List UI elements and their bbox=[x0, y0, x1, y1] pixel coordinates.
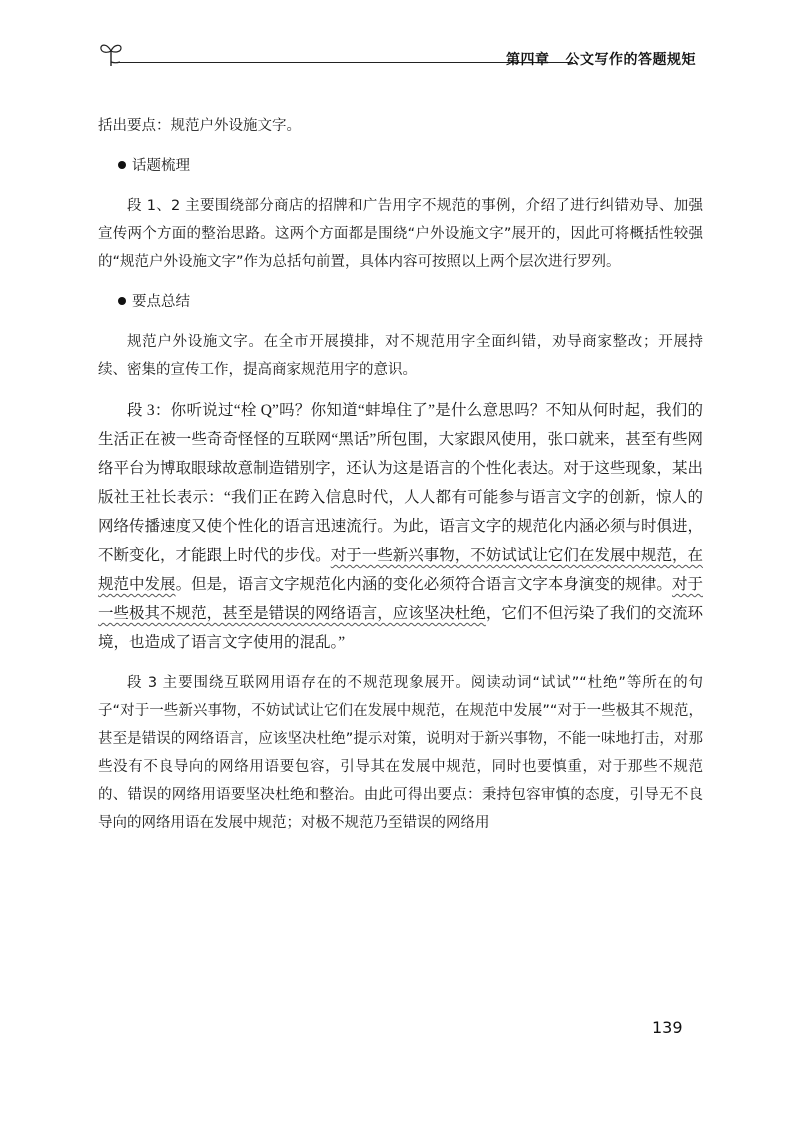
paragraph-topic-analysis: 段 1、2 主要围绕部分商店的招牌和广告用字不规范的事例，介绍了进行纠错劝导、加强宣传两个方面的整治思路。这两个方面都是围绕“户外设施文字”展开的，因此可将概括性较强的“规范户外设施文字”作为总括句前置，具体内容可按照以上两个层次进行罗列。 bbox=[98, 198, 703, 270]
wavy-underlined-text: 对于一些新兴事物，不妨试试让它们在发展中规范，在规范中发展 bbox=[98, 547, 703, 593]
quote-text: ，它们不但污染了我们的交流环境，也造成了语言文字使用的混乱。” bbox=[98, 605, 703, 651]
bullet-icon bbox=[118, 161, 126, 169]
quote-text: 段 3：你听说过“栓 Q”吗？你知道“蚌埠住了”是什么意思吗？不知从何时起，我们的生活正在被一些奇奇怪怪的互联网“黑话”所包围，大家跟风使用，张口就来，甚至有些网络平台为博取眼球故意制造错别字，还认为这是语言的个性化表达。对于这些现象，某出版社王社长表示：“我们正在跨入信息时代，人人都有可能参与语言文字的创新，惊人的网络传播速度又使个性化的语言迅速流行。为此，语言文字的规范化内涵必须与时俱进，不断变化，才能跟上时代的步伐。 bbox=[98, 402, 703, 564]
paragraph-summary-line: 括出要点：规范户外设施文字。 bbox=[98, 118, 301, 134]
page-number: 139 bbox=[652, 1018, 683, 1037]
page-body bbox=[98, 112, 703, 849]
paragraph-analysis: 段 3 主要围绕互联网用语存在的不规范现象展开。阅读动词“试试”“杜绝”等所在的句子“对于一些新兴事物，不妨试试让它们在发展中规范，在规范中发展”“对于一些极其不规范，甚至是错误的网络语言，应该坚决杜绝”提示对策，说明对于新兴事物，不能一味地打击，对那些没有不良导向的网络用语要包容，引导其在发展中规范，同时也要慎重，对于那些不规范的、错误的网络用语要坚决杜绝和整治。由此可得出要点：秉持包容审慎的态度，引导无不良导向的网络用语在发展中规范；对极不规范乃至错误的网络用 bbox=[98, 675, 703, 831]
quote-text: 。但是，语言文字规范化内涵的变化必须符合语言文字本身演变的规律。 bbox=[175, 576, 672, 593]
chapter-heading bbox=[506, 49, 696, 69]
section-heading-points bbox=[118, 288, 703, 316]
section-heading-label: 话题梳理 bbox=[132, 158, 190, 174]
wavy-underlined-text: 对于一些极其不规范，甚至是错误的网络语言，应该坚决杜绝 bbox=[98, 576, 703, 622]
sprout-icon bbox=[98, 38, 124, 68]
paragraph-source-quote bbox=[98, 396, 703, 657]
header-rule bbox=[118, 62, 573, 63]
chapter-label: 第四章 bbox=[506, 52, 550, 68]
section-heading-label: 要点总结 bbox=[132, 294, 190, 310]
chapter-title: 公文写作的答题规矩 bbox=[565, 52, 696, 68]
bullet-icon bbox=[118, 297, 126, 305]
section-heading-topic bbox=[118, 152, 703, 180]
running-header bbox=[98, 38, 698, 78]
paragraph-points-summary: 规范户外设施文字。在全市开展摸排，对不规范用字全面纠错，劝导商家整改；开展持续、密集的宣传工作，提高商家规范用字的意识。 bbox=[98, 334, 703, 378]
